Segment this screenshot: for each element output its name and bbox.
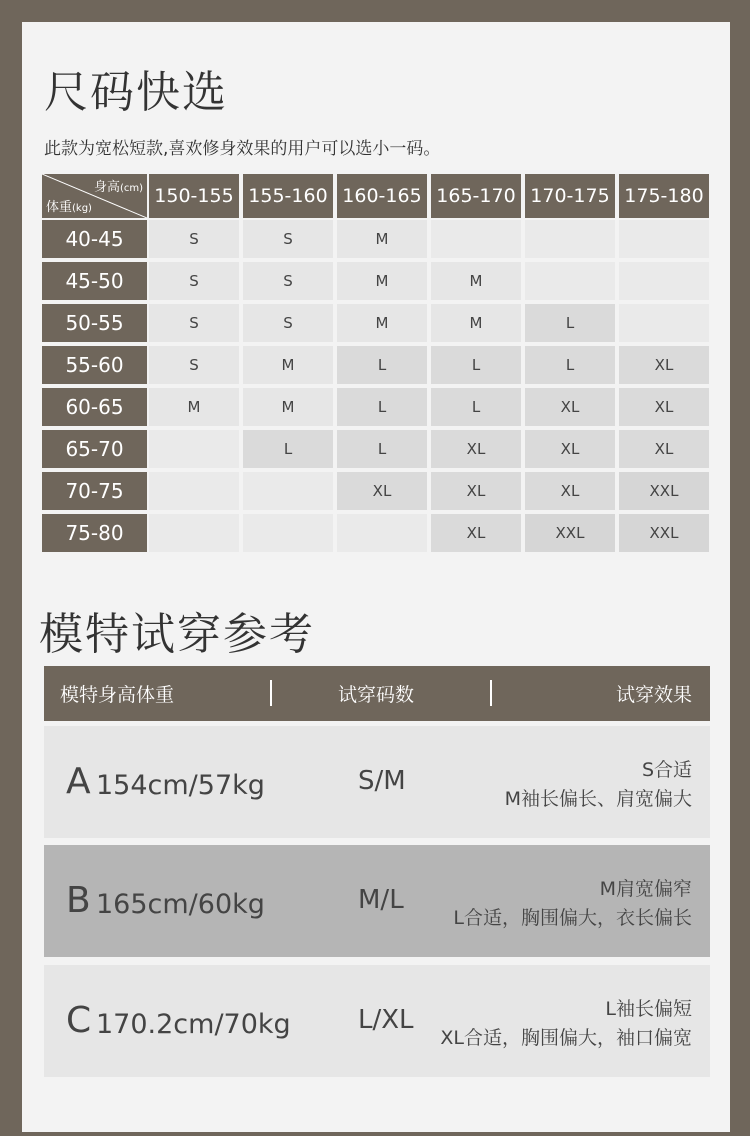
size-cell: XXL bbox=[619, 514, 709, 552]
height-range-header: 150-155 bbox=[149, 174, 239, 218]
size-cell bbox=[243, 514, 333, 552]
size-cell bbox=[619, 304, 709, 342]
size-cell: S bbox=[149, 346, 239, 384]
model-row bbox=[44, 845, 710, 957]
size-cell: XL bbox=[431, 430, 521, 468]
page bbox=[22, 22, 730, 1132]
height-unit: (cm) bbox=[119, 183, 143, 194]
model-letter: C bbox=[66, 1000, 92, 1041]
height-axis-label bbox=[94, 176, 143, 195]
size-guide-title: 尺码快选 bbox=[44, 67, 228, 118]
size-cell: XL bbox=[619, 346, 709, 384]
size-cell: XL bbox=[431, 472, 521, 510]
model-stats: 170.2cm/70kg bbox=[96, 1009, 291, 1040]
height-range-header: 160-165 bbox=[337, 174, 427, 218]
size-cell: M bbox=[431, 262, 521, 300]
size-note: 此款为宽松短款,喜欢修身效果的用户可以选小一码。 bbox=[44, 139, 441, 159]
size-cell bbox=[149, 472, 239, 510]
size-cell: S bbox=[149, 220, 239, 258]
height-range-header: 155-160 bbox=[243, 174, 333, 218]
header-divider bbox=[270, 680, 272, 706]
effect-line: S合适 bbox=[641, 759, 692, 781]
size-cell: L bbox=[525, 346, 615, 384]
model-size: M/L bbox=[358, 885, 404, 915]
size-cell: XL bbox=[525, 388, 615, 426]
weight-range-header: 70-75 bbox=[42, 472, 147, 510]
size-cell: L bbox=[337, 430, 427, 468]
model-size: S/M bbox=[358, 766, 406, 796]
size-cell: S bbox=[149, 304, 239, 342]
size-cell: XXL bbox=[525, 514, 615, 552]
size-cell: L bbox=[525, 304, 615, 342]
size-cell: L bbox=[337, 388, 427, 426]
header-model-stats: 模特身高体重 bbox=[60, 684, 175, 706]
weight-range-header: 55-60 bbox=[42, 346, 147, 384]
size-cell bbox=[337, 514, 427, 552]
model-letter: B bbox=[66, 880, 91, 921]
model-ref-title: 模特试穿参考 bbox=[39, 609, 315, 660]
size-cell: M bbox=[337, 262, 427, 300]
weight-range-header: 50-55 bbox=[42, 304, 147, 342]
effect-line: M袖长偏长、肩宽偏大 bbox=[504, 788, 692, 810]
size-cell: XL bbox=[619, 388, 709, 426]
size-cell: XL bbox=[337, 472, 427, 510]
model-size: L/XL bbox=[358, 1005, 414, 1035]
model-row bbox=[44, 726, 710, 838]
weight-range-header: 65-70 bbox=[42, 430, 147, 468]
weight-axis-label bbox=[46, 196, 92, 215]
model-stats: 165cm/60kg bbox=[96, 889, 265, 920]
size-cell bbox=[149, 514, 239, 552]
size-cell: L bbox=[431, 346, 521, 384]
size-cell: XL bbox=[525, 472, 615, 510]
height-range-header: 175-180 bbox=[619, 174, 709, 218]
size-cell: XL bbox=[525, 430, 615, 468]
size-cell: M bbox=[431, 304, 521, 342]
effect-line: M肩宽偏窄 bbox=[599, 878, 692, 900]
effect-line: XL合适，胸围偏大，袖口偏宽 bbox=[440, 1027, 692, 1049]
size-cell bbox=[149, 430, 239, 468]
header-try-size: 试穿码数 bbox=[338, 684, 415, 706]
size-cell bbox=[243, 472, 333, 510]
height-range-header: 170-175 bbox=[525, 174, 615, 218]
model-letter: A bbox=[66, 761, 91, 802]
size-cell: S bbox=[243, 304, 333, 342]
size-grid bbox=[42, 174, 711, 578]
size-cell: L bbox=[243, 430, 333, 468]
weight-label: 体重 bbox=[46, 200, 73, 215]
weight-range-header: 45-50 bbox=[42, 262, 147, 300]
size-cell: S bbox=[243, 262, 333, 300]
model-effect bbox=[453, 875, 692, 933]
model-effect bbox=[505, 756, 692, 814]
size-cell: S bbox=[243, 220, 333, 258]
grid-corner-header bbox=[42, 174, 147, 218]
size-cell bbox=[619, 220, 709, 258]
model-row bbox=[44, 965, 710, 1077]
size-cell: M bbox=[337, 220, 427, 258]
size-cell bbox=[431, 220, 521, 258]
size-cell: M bbox=[243, 388, 333, 426]
header-divider bbox=[490, 680, 492, 706]
size-cell: M bbox=[149, 388, 239, 426]
model-stats: 154cm/57kg bbox=[96, 770, 265, 801]
size-cell bbox=[525, 262, 615, 300]
size-cell: XL bbox=[619, 430, 709, 468]
size-cell bbox=[619, 262, 709, 300]
height-label: 身高 bbox=[93, 180, 120, 195]
height-range-header: 165-170 bbox=[431, 174, 521, 218]
size-cell: L bbox=[337, 346, 427, 384]
model-effect bbox=[440, 995, 692, 1053]
size-cell: L bbox=[431, 388, 521, 426]
weight-range-header: 60-65 bbox=[42, 388, 147, 426]
size-cell: S bbox=[149, 262, 239, 300]
model-table-header bbox=[44, 666, 710, 721]
weight-range-header: 40-45 bbox=[42, 220, 147, 258]
size-cell: XXL bbox=[619, 472, 709, 510]
effect-line: L合适，胸围偏大，衣长偏长 bbox=[453, 907, 692, 929]
effect-line: L袖长偏短 bbox=[605, 998, 692, 1020]
size-cell: M bbox=[243, 346, 333, 384]
weight-unit: (kg) bbox=[72, 203, 92, 214]
header-try-effect: 试穿效果 bbox=[615, 684, 692, 706]
size-cell bbox=[525, 220, 615, 258]
size-cell: XL bbox=[431, 514, 521, 552]
weight-range-header: 75-80 bbox=[42, 514, 147, 552]
size-cell: M bbox=[337, 304, 427, 342]
